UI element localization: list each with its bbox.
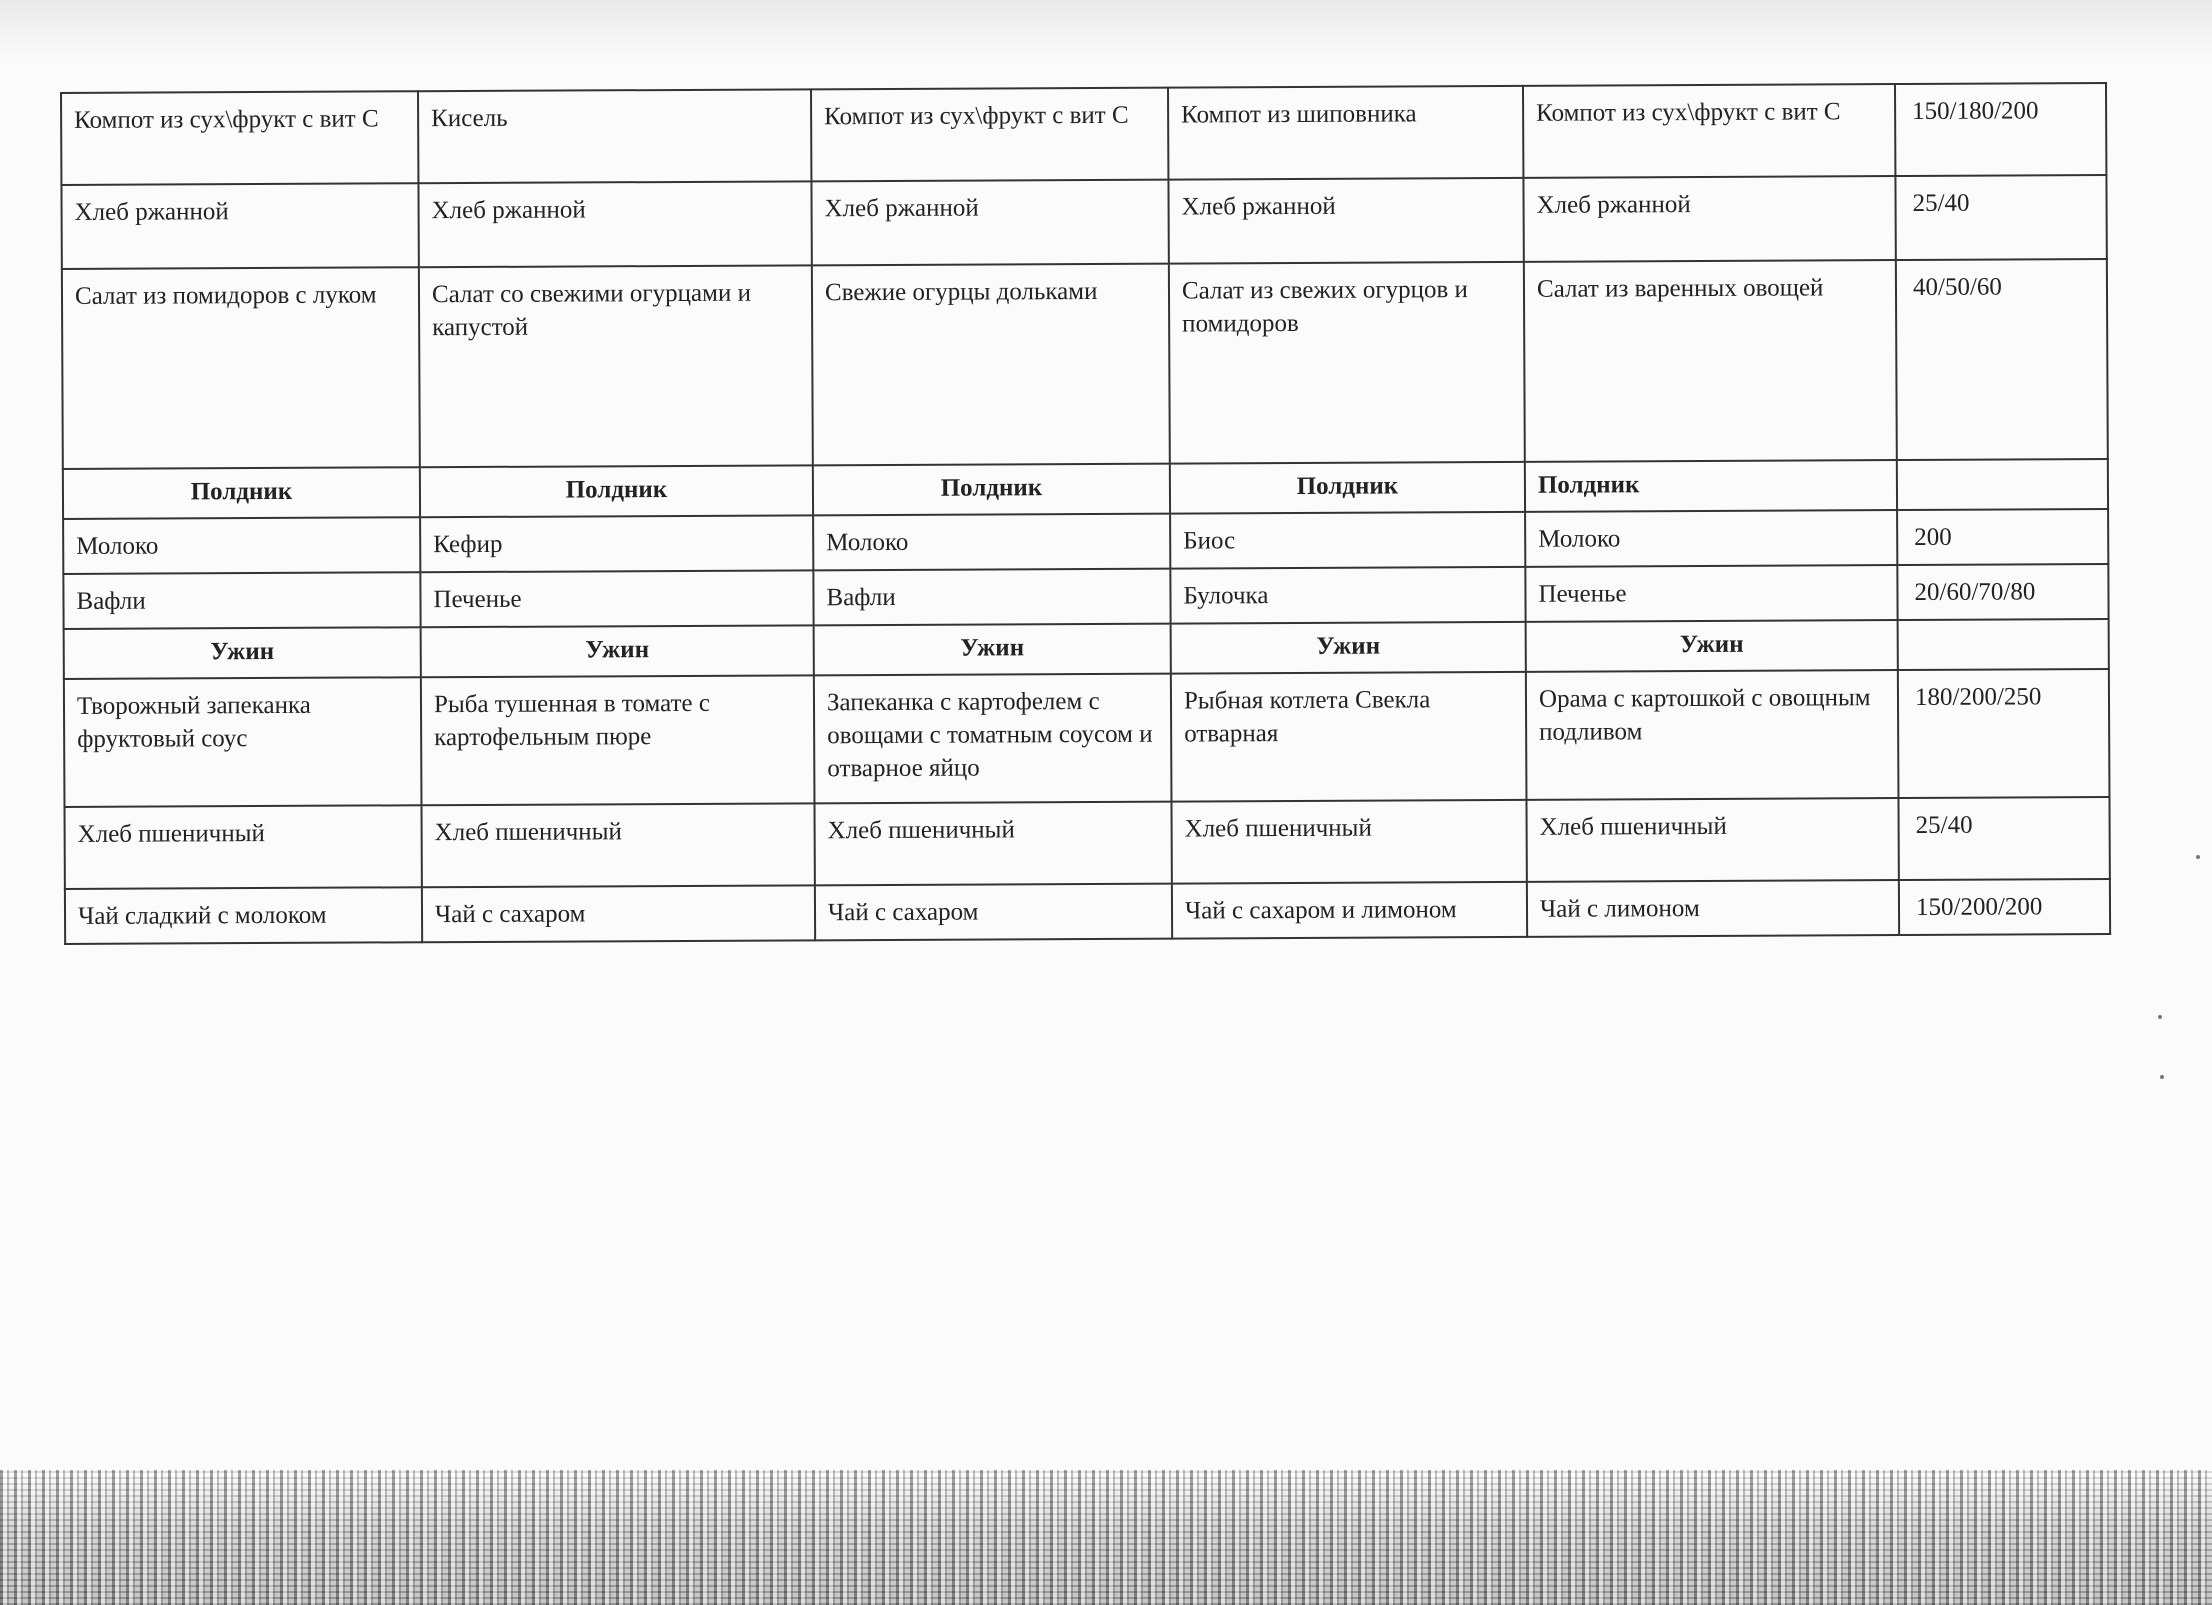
- section-heading: Ужин: [1171, 622, 1526, 674]
- table-cell: Творожный запеканка фруктовый соус: [64, 677, 422, 807]
- table-cell: Салат из варенных овощей: [1524, 260, 1897, 462]
- table-row: [63, 509, 2108, 574]
- section-heading: Ужин: [64, 627, 421, 679]
- table-cell: Салат из свежих огурцов и помидоров: [1169, 262, 1525, 464]
- table-cell: Салат со свежими огурцами и капустой: [419, 265, 813, 467]
- table-cell: Чай сладкий с молоком: [65, 887, 422, 944]
- table-cell: Булочка: [1170, 567, 1525, 624]
- portion-cell: 25/40: [1898, 797, 2109, 880]
- table-cell: Компот из сух\фрукт с вит С: [811, 88, 1168, 182]
- table-cell: Хлеб пшеничный: [1171, 800, 1526, 884]
- table-cell: Хлеб ржанной: [1523, 176, 1895, 262]
- table-row: [64, 797, 2109, 889]
- scan-speck: [2158, 1015, 2162, 1019]
- table-cell: Хлеб пшеничный: [64, 805, 421, 889]
- section-heading: Ужин: [421, 625, 814, 677]
- table-cell: Хлеб ржанной: [811, 180, 1168, 266]
- table-row: [62, 259, 2108, 469]
- table-cell: Чай с сахаром: [815, 884, 1172, 941]
- table-cell: Чай с сахаром: [422, 885, 815, 942]
- scan-speck: [2196, 855, 2200, 859]
- scan-bottom-noise: [0, 1470, 2212, 1605]
- section-heading: Ужин: [814, 624, 1171, 676]
- section-heading: Ужин: [1526, 620, 1898, 672]
- section-heading: Полдник: [813, 464, 1170, 516]
- table-cell: Печенье: [1525, 565, 1897, 622]
- table-cell: Рыбная котлета Свекла отварная: [1171, 672, 1527, 802]
- table-cell: Запеканка с картофелем с овощами с томатным соусом и отварное яйцо: [814, 674, 1172, 804]
- table-cell: Молоко: [813, 514, 1170, 571]
- table-row: [64, 669, 2110, 807]
- table-cell: Кисель: [418, 89, 811, 183]
- table-cell: Вафли: [813, 569, 1170, 626]
- menu-table: [60, 82, 2111, 945]
- table-cell: Молоко: [63, 517, 420, 574]
- portion-cell: 150/200/200: [1899, 879, 2110, 935]
- table-cell: Хлеб пшеничный: [421, 803, 814, 887]
- table-cell: Молоко: [1525, 510, 1897, 567]
- table-cell: Вафли: [63, 572, 420, 629]
- portion-cell: 25/40: [1895, 175, 2106, 260]
- section-heading: Полдник: [63, 467, 420, 519]
- table-cell: Хлеб ржанной: [61, 183, 418, 269]
- scan-top-shadow: [0, 0, 2212, 60]
- portion-cell: 200: [1897, 509, 2108, 565]
- table-cell: Рыба тушенная в томате с картофельным пюре: [421, 675, 815, 805]
- table-cell: Хлеб ржанной: [418, 181, 811, 267]
- portion-cell: 20/60/70/80: [1897, 564, 2108, 620]
- table-cell: Печенье: [420, 570, 813, 627]
- table-cell: Чай с лимоном: [1527, 880, 1899, 937]
- table-cell: Хлеб пшеничный: [814, 802, 1171, 886]
- table-cell: Свежие огурцы дольками: [812, 264, 1170, 466]
- portion-cell: [1898, 619, 2109, 670]
- portion-cell: 150/180/200: [1895, 83, 2106, 176]
- table-cell: Компот из сух\фрукт с вит С: [1523, 84, 1895, 178]
- table-row: [61, 175, 2106, 269]
- table-cell: Салат из помидоров с луком: [62, 267, 420, 469]
- portion-cell: 180/200/250: [1898, 669, 2110, 798]
- scan-speck: [2160, 1075, 2164, 1079]
- table-cell: Орама с картошкой с овощным подливом: [1526, 670, 1899, 800]
- table-cell: Чай с сахаром и лимоном: [1172, 882, 1527, 939]
- section-heading: Полдник: [420, 465, 813, 517]
- table-row: [61, 83, 2106, 185]
- table-row: [63, 564, 2108, 629]
- section-heading: Полдник: [1525, 460, 1897, 512]
- table-cell: Компот из сух\фрукт с вит С: [61, 91, 418, 185]
- table-row: [65, 879, 2110, 944]
- section-heading: Полдник: [1170, 462, 1525, 514]
- table-cell: Хлеб ржанной: [1168, 178, 1523, 264]
- table-cell: Кефир: [420, 515, 813, 572]
- table-cell: Компот из шиповника: [1168, 86, 1523, 180]
- portion-cell: [1897, 459, 2108, 510]
- table-cell: Биос: [1170, 512, 1525, 569]
- table-cell: Хлеб пшеничный: [1526, 798, 1898, 882]
- portion-cell: 40/50/60: [1896, 259, 2108, 460]
